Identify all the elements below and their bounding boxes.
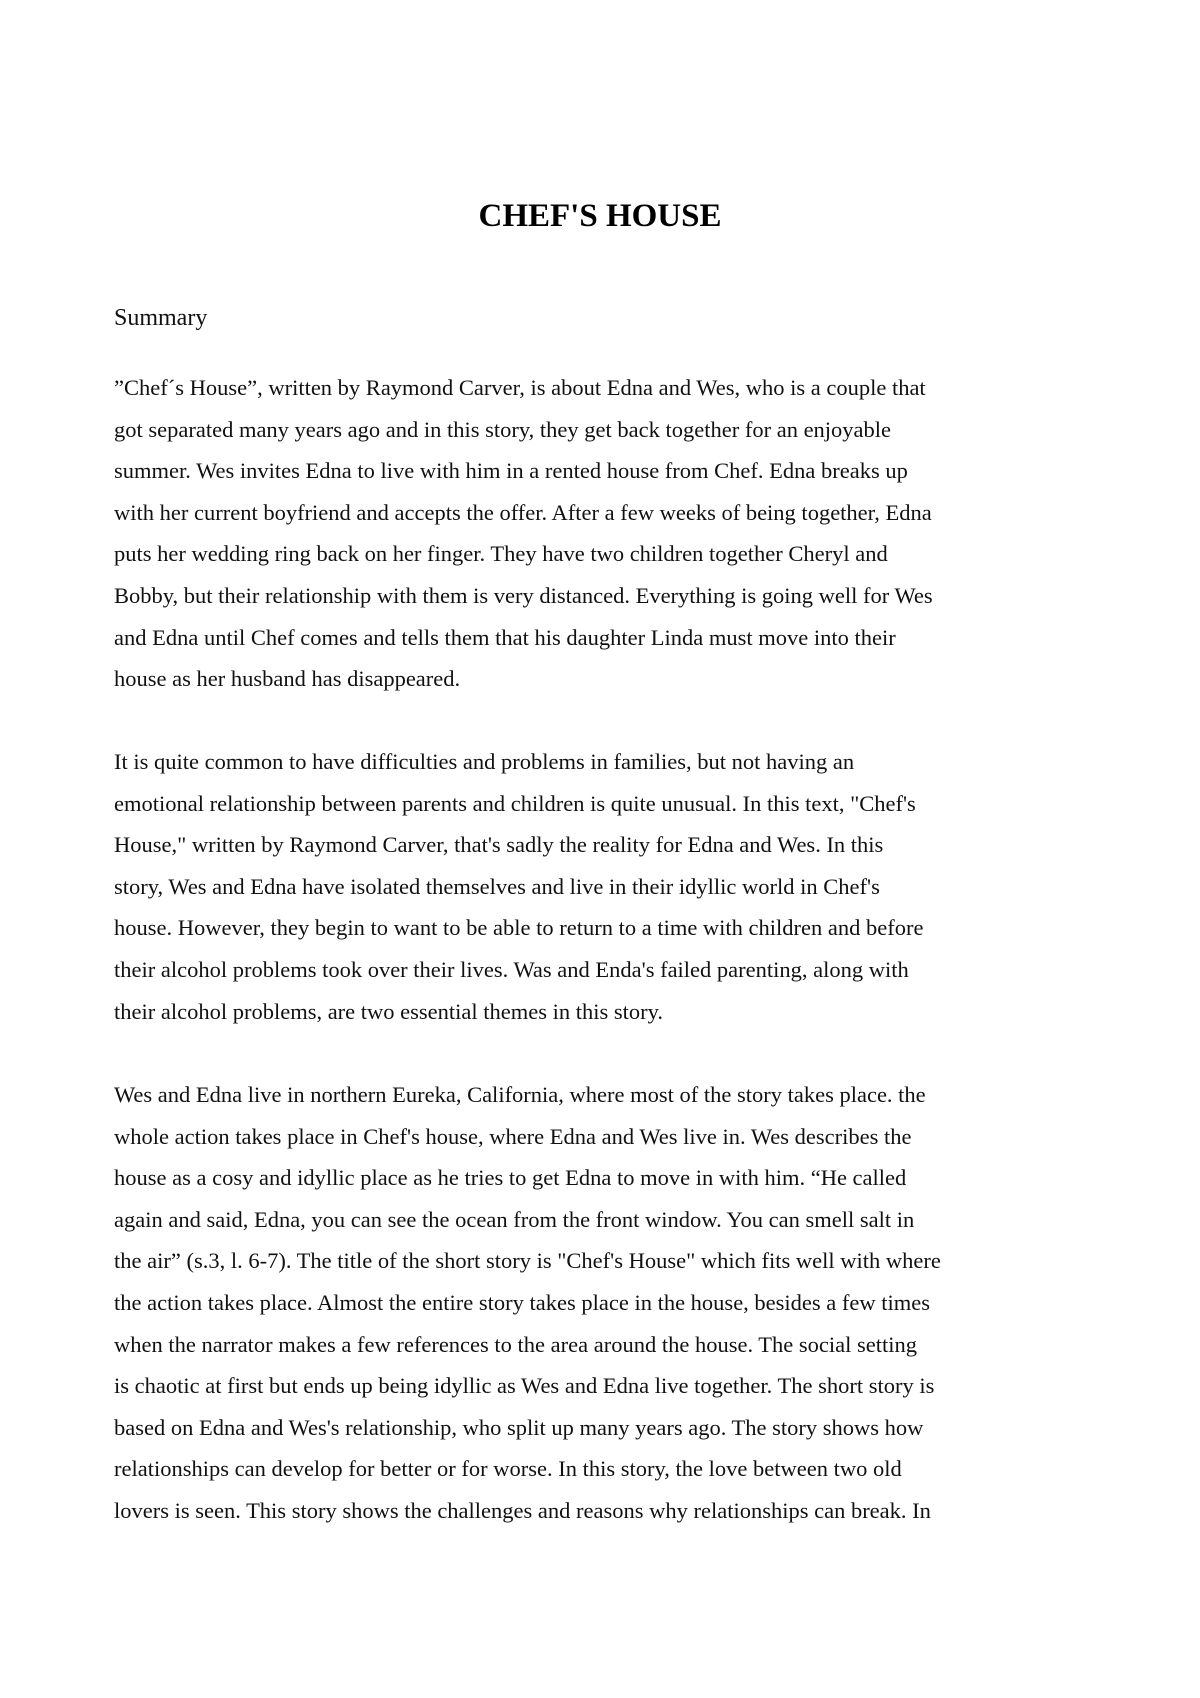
text-line: is chaotic at first but ends up being idyllic as Wes and Edna live together. The short story is — [114, 1373, 935, 1399]
text-line: with her current boyfriend and accepts the offer. After a few weeks of being together, Edna — [114, 499, 932, 525]
text-line: house. However, they begin to want to be able to return to a time with children and before — [114, 915, 924, 941]
text-line: their alcohol problems, are two essential themes in this story. — [114, 998, 664, 1024]
section-heading-summary: Summary — [114, 305, 208, 331]
text-line: their alcohol problems took over their lives. Was and Enda's failed parenting, along with — [114, 956, 909, 982]
text-line: the air” (s.3, l. 6-7). The title of the short story is "Chef's House" which fits well with where — [114, 1248, 941, 1274]
text-line: house as her husband has disappeared. — [114, 666, 461, 692]
text-line: Wes and Edna live in northern Eureka, California, where most of the story takes place. the — [114, 1082, 926, 1107]
text-line: house as a cosy and idyllic place as he tries to get Edna to move in with him. “He called — [114, 1165, 907, 1191]
text-line: the action takes place. Almost the entire story takes place in the house, besides a few times — [114, 1289, 930, 1315]
text-line: lovers is seen. This story shows the challenges and reasons why relationships can break. In — [114, 1497, 931, 1523]
text-line: when the narrator makes a few references to the area around the house. The social setting — [114, 1331, 917, 1357]
text-line: emotional relationship between parents and children is quite unusual. In this text, "Chef's — [114, 790, 916, 816]
text-line: House," written by Raymond Carver, that's sadly the reality for Edna and Wes. In this — [114, 832, 884, 858]
text-line: It is quite common to have difficulties and problems in families, but not having an — [114, 749, 855, 774]
text-line: and Edna until Chef comes and tells them that his daughter Linda must move into their — [114, 624, 896, 650]
text-line: again and said, Edna, you can see the ocean from the front window. You can smell salt in — [114, 1206, 915, 1232]
text-line: summer. Wes invites Edna to live with him in a rented house from Chef. Edna breaks up — [114, 458, 908, 484]
text-line: ”Chef´s House”, written by Raymond Carver, is about Edna and Wes, who is a couple that — [114, 375, 926, 400]
text-line: relationships can develop for better or for worse. In this story, the love between two old — [114, 1456, 902, 1482]
document-title: CHEF'S HOUSE — [478, 198, 722, 234]
text-line: based on Edna and Wes's relationship, who split up many years ago. The story shows how — [114, 1414, 924, 1440]
paragraph-summary — [114, 367, 1094, 700]
text-line: whole action takes place in Chef's house, where Edna and Wes live in. Wes describes the — [114, 1123, 912, 1149]
text-line: Bobby, but their relationship with them is very distanced. Everything is going well for Wes — [114, 582, 933, 608]
text-line: puts her wedding ring back on her finger. They have two children together Cheryl and — [114, 541, 888, 567]
paragraph-setting — [114, 1074, 1094, 1532]
text-line: got separated many years ago and in this story, they get back together for an enjoyable — [114, 416, 892, 442]
paragraph-introduction — [114, 741, 1094, 1032]
text-line: story, Wes and Edna have isolated themselves and live in their idyllic world in Chef's — [114, 873, 880, 899]
